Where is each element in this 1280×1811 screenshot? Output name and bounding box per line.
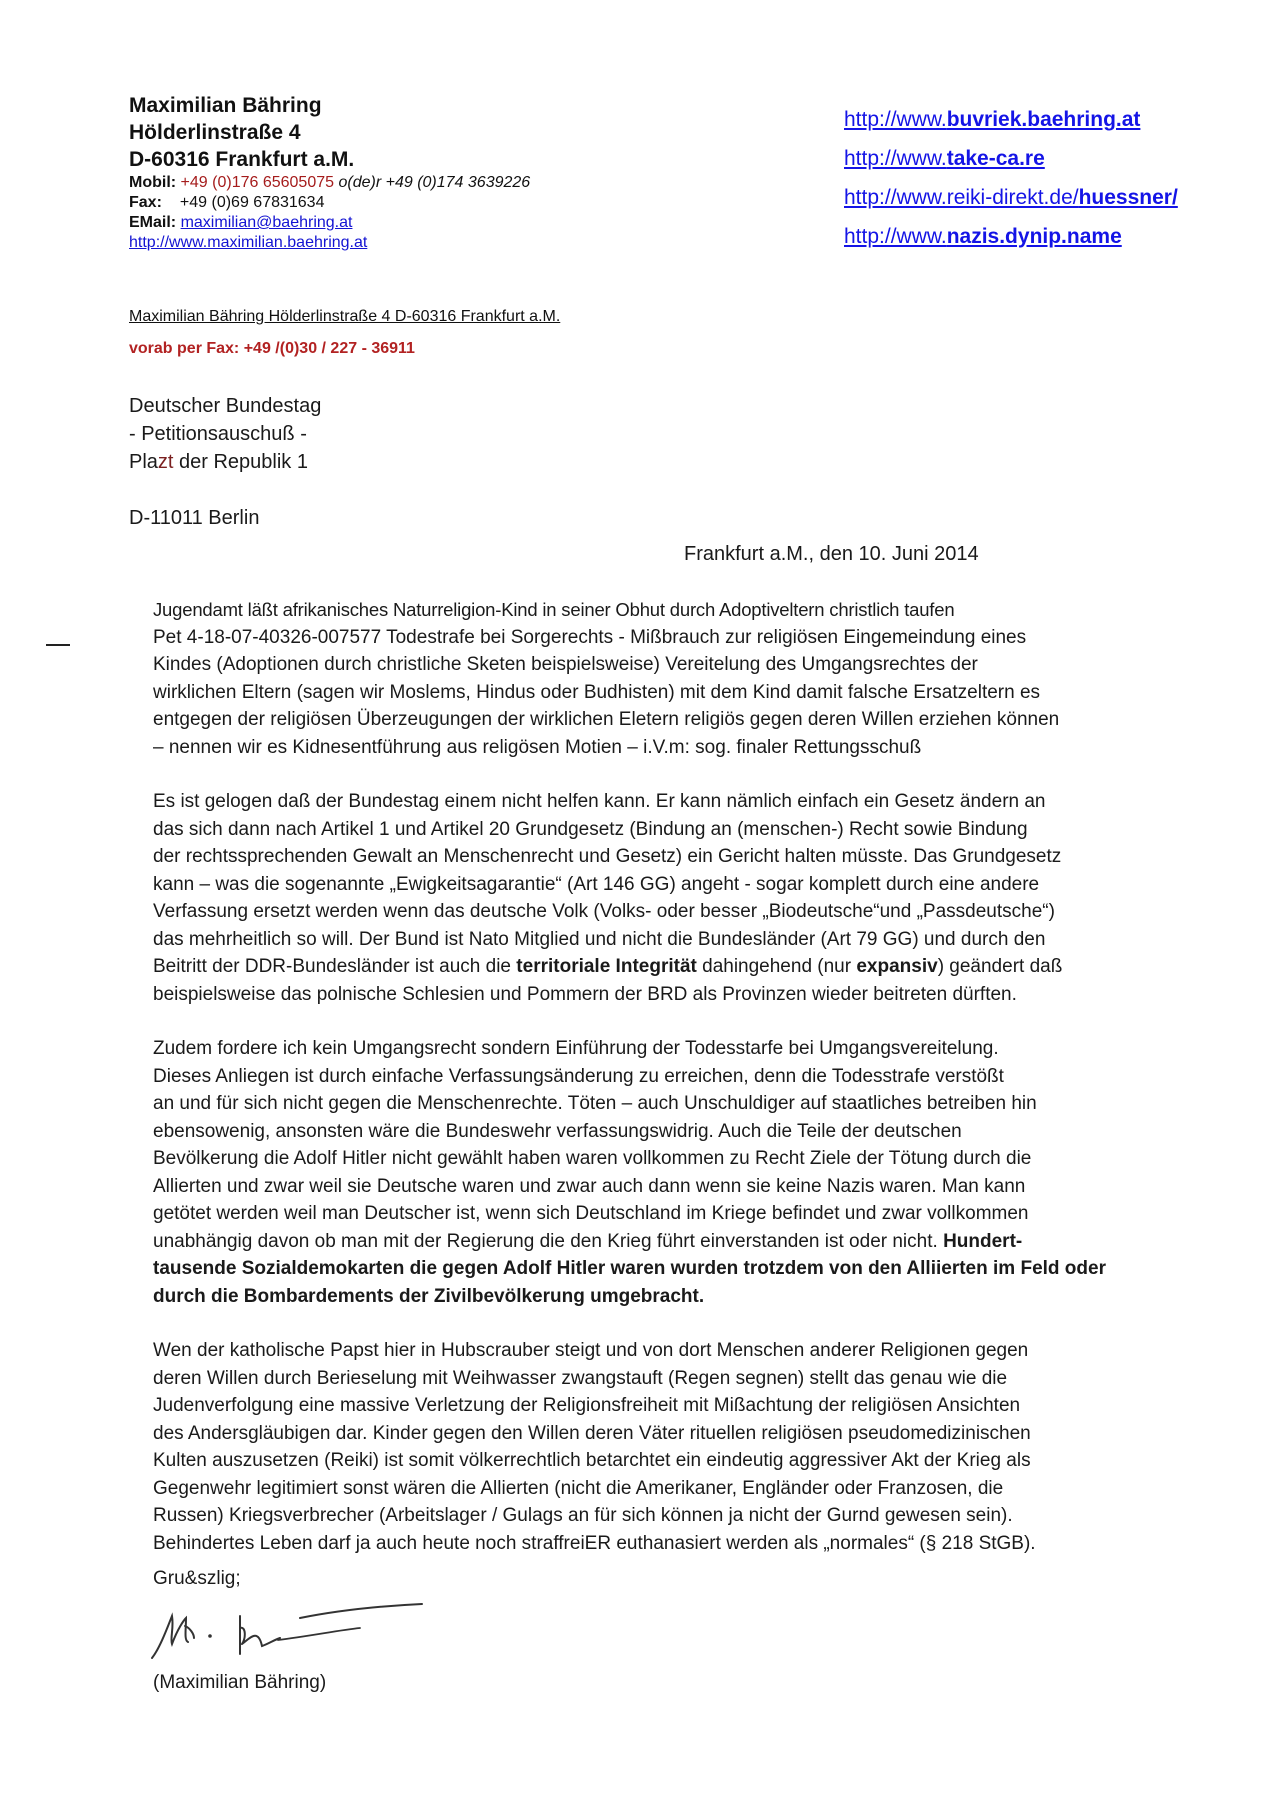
recipient-city: D-11011 Berlin (129, 507, 260, 529)
reference-block (153, 624, 1213, 762)
body-line: Bevölkerung die Adolf Hitler nicht gewählt haben waren vollkommen zu Recht Ziele der Tötung durch die (153, 1148, 1032, 1169)
link-take-care[interactable]: http://www.take-ca.re (844, 147, 1045, 170)
sender-name: Maximilian Bähring (129, 94, 322, 117)
email-link[interactable]: maximilian@baehring.at (180, 214, 353, 231)
body-line: Verfassung ersetzt werden wenn das deutsche Volk (Volks- oder besser „Biodeutsche“und „Passdeutsche“) (153, 901, 1055, 922)
body-line: beispielsweise das polnische Schlesien und Pommern der BRD als Provinzen wieder beitreten dürften. (153, 983, 1017, 1005)
return-address-line: Maximilian Bähring Hölderlinstraße 4 D-60316 Frankfurt a.M. (129, 308, 561, 325)
body-line: getötet werden weil man Deutscher ist, wenn sich Deutschland im Kriege befindet und zwar vollkommen (153, 1203, 1029, 1224)
body-line: Gegenwehr legitimiert sonst wären die Allierten (nicht die Amerikaner, Engländer oder Franzosen, die (153, 1477, 1004, 1499)
letter-body (153, 596, 1213, 1584)
mobile-primary: +49 (0)176 65605075 (180, 174, 335, 191)
body-line: das sich dann nach Artikel 1 und Artikel 20 Grundgesetz (Bindung an (menschen-) Recht sowie Bindung (153, 818, 1028, 840)
sender-fax (129, 193, 530, 213)
body-line: das mehrheitlich so will. Der Bund ist Nato Mitglied und nicht die Bundesländer (Art 79 GG) und durch den (153, 928, 1046, 950)
fax-label: Fax: (129, 194, 162, 211)
body-line: unabhängig davon ob man mit der Regierung die den Krieg führt einverstanden ist oder nicht. Hundert- (153, 1230, 1023, 1252)
fax-value: +49 (0)69 67831634 (179, 194, 325, 211)
mobile-secondary: +49 (0)174 3639226 (385, 174, 531, 191)
closing-salutation: Gru&szlig; (153, 1568, 241, 1589)
sender-mobile (129, 173, 530, 193)
body-line: Dieses Anliegen ist durch einfache Verfassungsänderung zu erreichen, denn die Todesstrafe verstößt (153, 1065, 1004, 1087)
body-line: an und für sich nicht gegen die Menschenrechte. Töten – auch Unschuldiger auf staatliches betreiben hin (153, 1093, 1037, 1114)
signer-name: (Maximilian Bähring) (153, 1672, 327, 1693)
link-nazis-dynip[interactable]: http://www.nazis.dynip.name (844, 225, 1122, 248)
recipient-line-1: Deutscher Bundestag (129, 395, 322, 417)
recipient-line-3: Plazt der Republik 1 (129, 451, 308, 473)
body-line-bold: tausende Sozialdemokarten die gegen Adolf Hitler waren wurden trotzdem von den Alliierten im Feld oder (153, 1258, 1106, 1279)
mobile-connector: o(de)r (338, 174, 382, 191)
body-line: Russen) Kriegsverbrecher (Arbeitslager / Gulags an für sich können ja nicht der Gurnd gewesen sein). (153, 1505, 1013, 1526)
body-line: Beitritt der DDR-Bundesländer ist auch die territoriale Integrität dahingehend (nur expansiv) geändert daß (153, 956, 1063, 977)
sender-street: Hölderlinstraße 4 (129, 121, 301, 144)
paragraph-3 (153, 1337, 1213, 1557)
body-line: ebensowenig, ansonsten wäre die Bundeswehr verfassungswidrig. Auch die Teile der deutschen (153, 1120, 962, 1142)
recipient-line-2: - Petitionsauschuß - (129, 423, 307, 445)
reference-line: Pet 4-18-07-40326-007577 Todestrafe bei Sorgerechts - Mißbrauch zur religiösen Eingemeindung eines (153, 626, 1027, 648)
body-line: Wen der katholische Papst hier in Hubscrauber steigt und von dort Menschen anderer Religionen gegen (153, 1340, 1029, 1361)
fax-advance-notice: vorab per Fax: +49 /(0)30 / 227 - 36911 (129, 340, 415, 357)
sender-email (129, 213, 530, 233)
recipient-block (129, 392, 321, 532)
body-line: deren Willen durch Berieselung mit Weihwasser zwangstauft (Regen segnen) stellt das genau wie die (153, 1367, 1008, 1389)
date-line: Frankfurt a.M., den 10. Juni 2014 (684, 543, 979, 565)
sender-block (129, 92, 530, 253)
body-line: Es ist gelogen daß der Bundestag einem nicht helfen kann. Er kann nämlich einfach ein Gesetz ändern an (153, 791, 1046, 812)
body-line-bold: durch die Bombardements der Zivilbevölkerung umgebracht. (153, 1285, 705, 1307)
link-list (844, 100, 1178, 256)
body-line: Kulten auszusetzen (Reiki) ist somit völkerrechtlich betarchtet ein eindeutig aggressiver Akt der Krieg als (153, 1450, 1031, 1471)
mobile-label: Mobil: (129, 174, 177, 191)
sender-website-row (129, 233, 530, 253)
body-line: Zudem fordere ich kein Umgangsrecht sondern Einführung der Todesstarfe bei Umgangsvereitelung. (153, 1038, 999, 1059)
sender-city: D-60316 Frankfurt a.M. (129, 148, 355, 171)
sender-website-link[interactable]: http://www.maximilian.baehring.at (129, 234, 368, 251)
reference-line: Kindes (Adoptionen durch christliche Sketen beispielsweise) Vereitelung des Umgangsrechtes der (153, 654, 978, 675)
body-line: der rechtssprechenden Gewalt an Menschenrecht und Gesetz) ein Gericht halten müsste. Das Grundgesetz (153, 846, 1062, 867)
reference-line: – nennen wir es Kidnesentführung aus religösen Motien – i.V.m: sog. finaler Rettungsschuß (153, 736, 922, 758)
paragraph-1 (153, 788, 1213, 1008)
body-line: kann – was die sogenannte „Ewigkeitsagarantie“ (Art 146 GG) angeht - sogar komplett durch eine andere (153, 873, 1040, 895)
body-line: Judenverfolgung eine massive Verletzung der Religionsfreiheit mit Mißachtung der religiösen Ansichten (153, 1395, 1021, 1416)
body-line: Allierten und zwar weil sie Deutsche waren und zwar auch dann wenn sie keine Nazis waren. Man kann (153, 1175, 1026, 1197)
reference-line: wirklichen Eltern (sagen wir Moslems, Hindus oder Budhisten) mit dem Kind damit falsche Ersatzeltern es (153, 681, 1041, 703)
email-label: EMail: (129, 214, 177, 231)
subject-line: Jugendamt läßt afrikanisches Naturreligion-Kind in seiner Obhut durch Adoptiveltern christlich taufen (153, 599, 955, 620)
link-reiki-direkt[interactable]: http://www.reiki-direkt.de/huessner/ (844, 186, 1178, 209)
signature-image (150, 1598, 450, 1668)
link-buvriek[interactable]: http://www.buvriek.baehring.at (844, 108, 1141, 131)
body-line: Behindertes Leben darf ja auch heute noch straffreiER euthanasiert werden als „normales“ (§ 218 StGB). (153, 1532, 1036, 1554)
fold-mark (46, 644, 70, 646)
paragraph-2 (153, 1035, 1213, 1310)
body-line: des Andersgläubigen dar. Kinder gegen den Willen deren Väter rituellen religiösen pseudomedizinischen (153, 1422, 1031, 1444)
reference-line: entgegen der religiösen Überzeugungen der wirklichen Eletern religiös gegen deren Willen erziehen können (153, 709, 1060, 730)
